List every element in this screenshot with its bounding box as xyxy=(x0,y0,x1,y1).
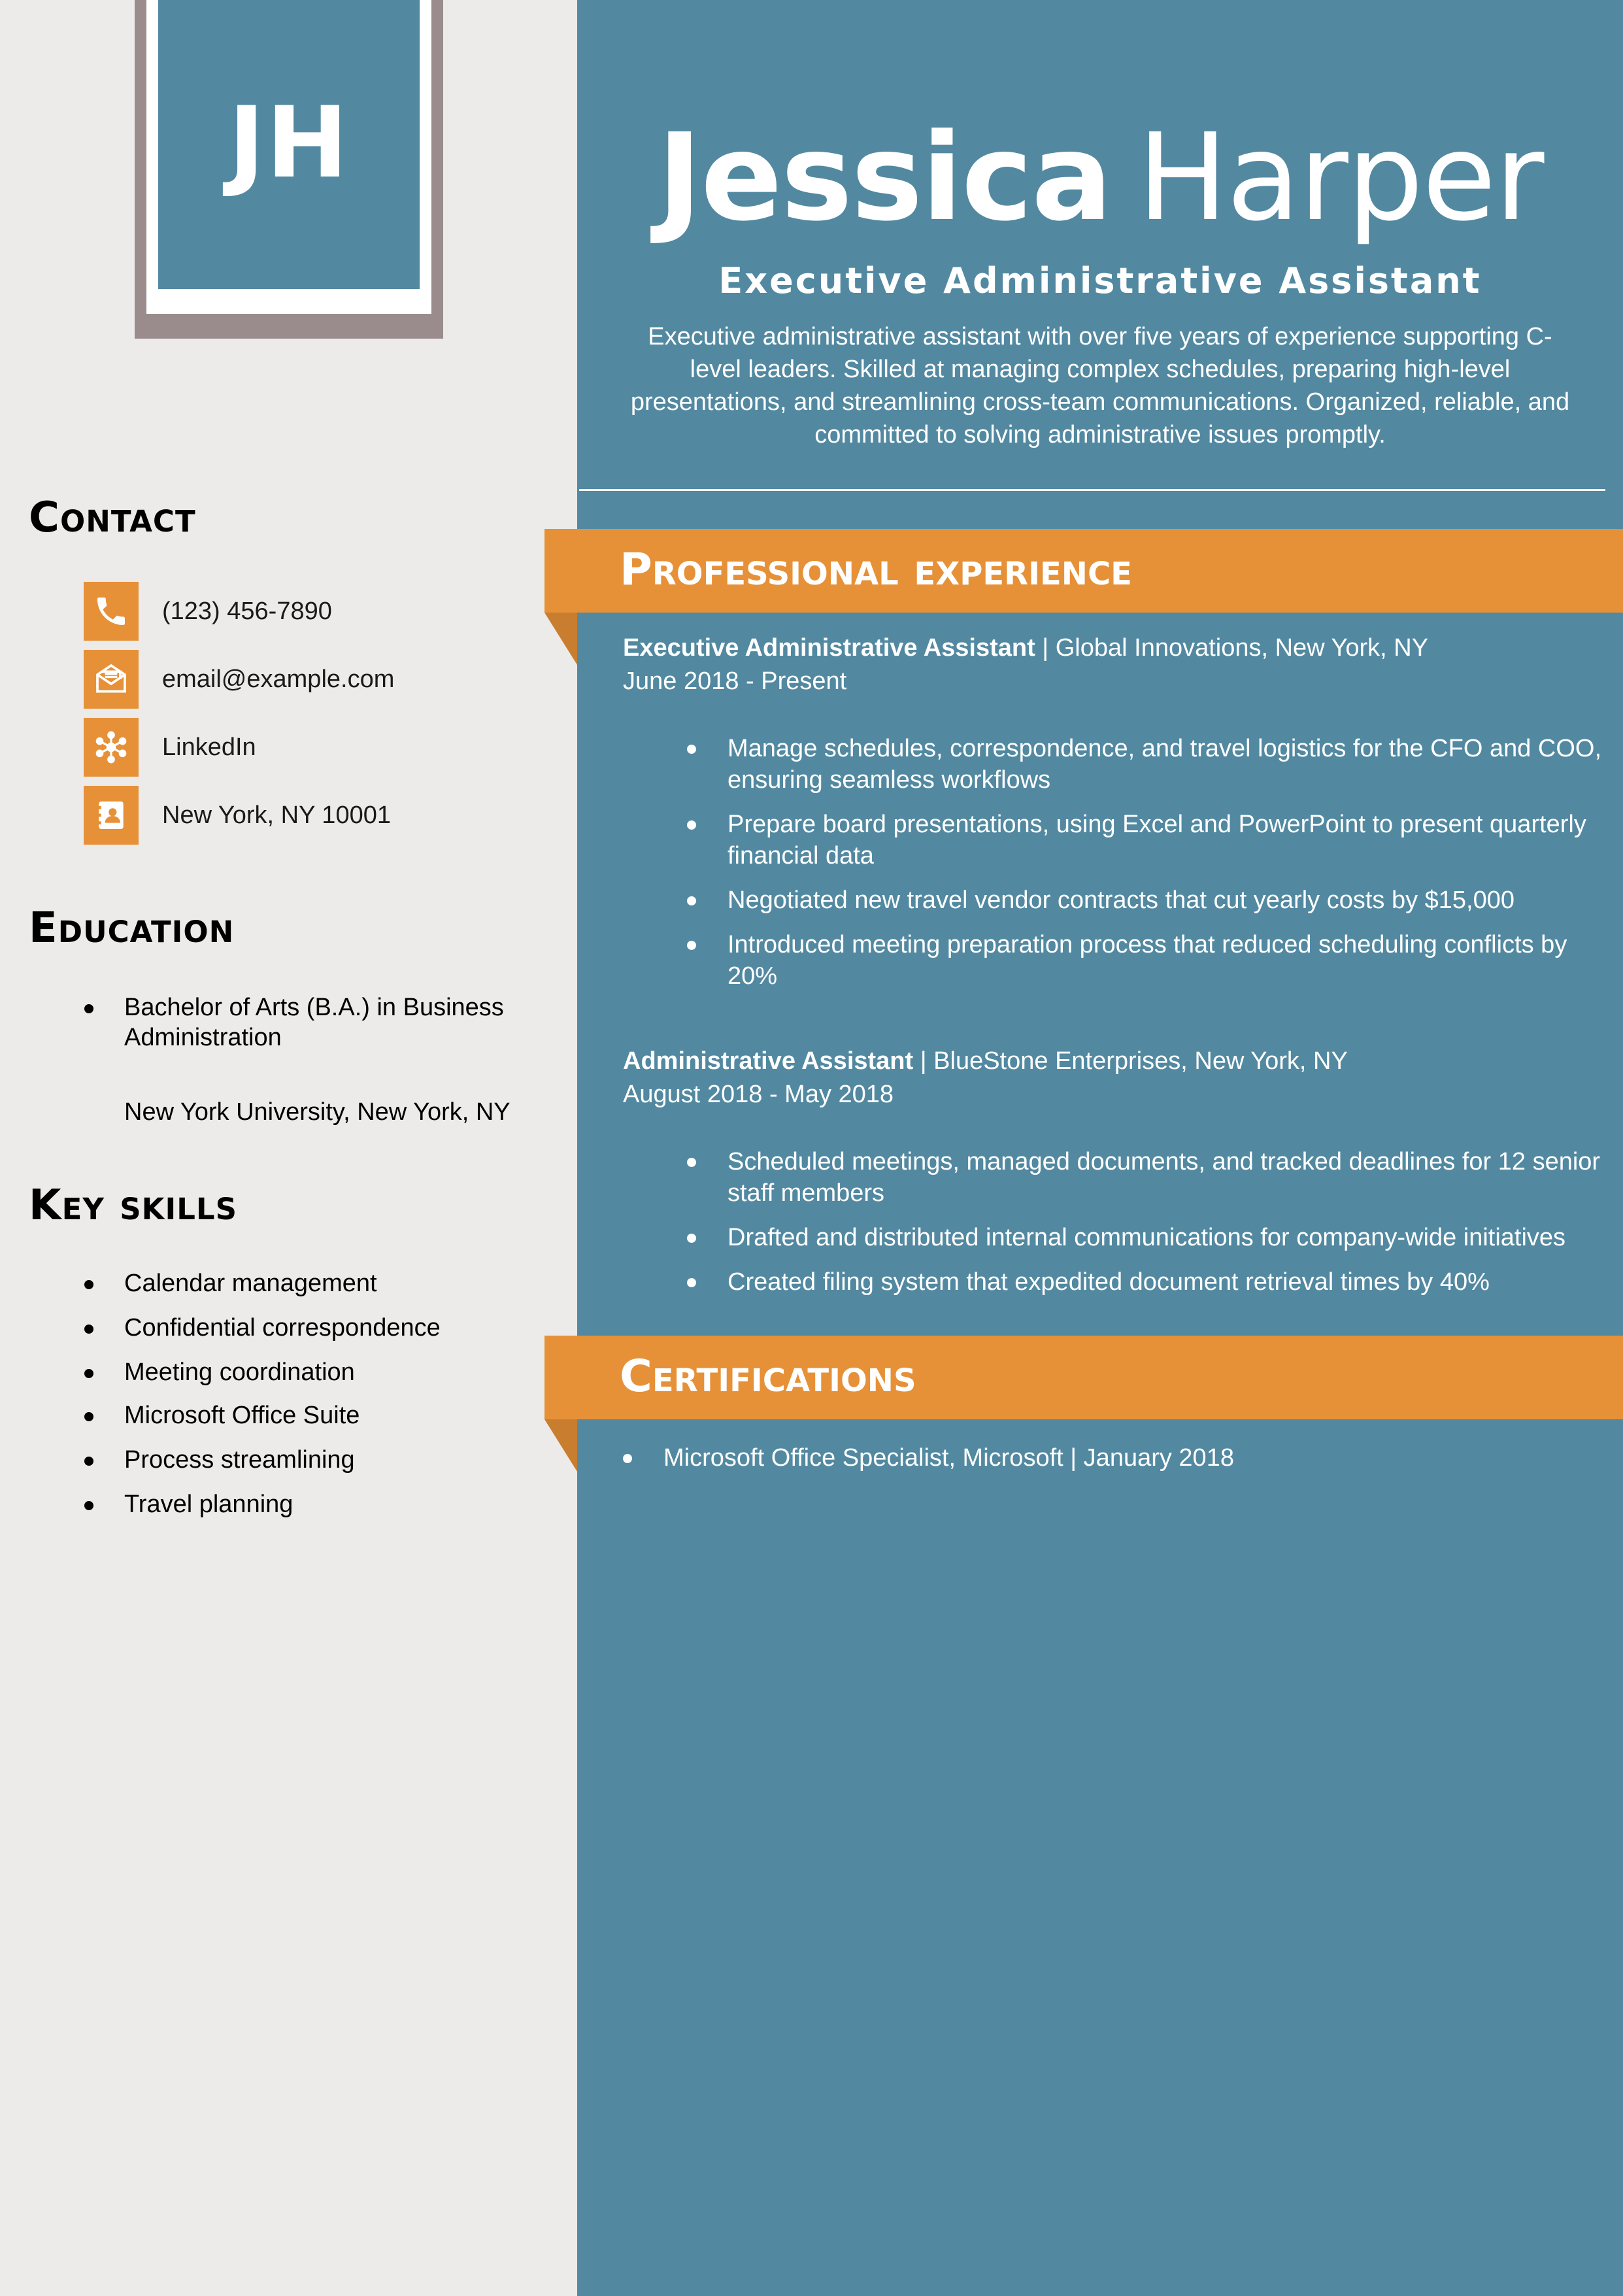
job-1-bullet: Manage schedules, correspondence, and travel logistics for the CFO and COO, ensuring seamless workflows xyxy=(623,733,1610,796)
certifications-banner-fold xyxy=(544,1419,577,1472)
phone-icon xyxy=(84,582,139,641)
skill-item: Confidential correspondence xyxy=(0,1313,577,1343)
email-address[interactable]: email@example.com xyxy=(162,665,395,693)
summary: Executive administrative assistant with over five years of experience supporting C-level leaders. Skilled at managing complex schedules, preparing high-level presentations, and streamlining cross-team communications. Organized, reliable, and committed to solving administrative issues promptly. xyxy=(630,323,1570,448)
job-2-company: | BlueStone Enterprises, New York, NY xyxy=(913,1047,1348,1075)
monogram-box xyxy=(158,0,420,289)
job-1-role: Executive Administrative Assistant xyxy=(623,634,1035,662)
experience-banner-fold xyxy=(544,613,577,665)
certifications-heading: Certifications xyxy=(620,1351,916,1402)
education-list xyxy=(0,992,577,1053)
job-2-role: Administrative Assistant xyxy=(623,1047,914,1075)
job-2-bullet: Drafted and distributed internal communications for company-wide initiatives xyxy=(623,1222,1610,1253)
linkedin-link[interactable]: LinkedIn xyxy=(162,733,256,761)
job-1-company: | Global Innovations, New York, NY xyxy=(1035,634,1429,662)
certification-item: Microsoft Office Specialist, Microsoft | January 2018 xyxy=(623,1442,1603,1474)
contact-heading: Contact xyxy=(29,494,196,542)
job-2-dates: August 2018 - May 2018 xyxy=(623,1081,894,1108)
address: New York, NY 10001 xyxy=(162,801,391,829)
contact-email xyxy=(84,650,394,709)
phone-number: (123) 456-7890 xyxy=(162,597,332,625)
job-title: Executive Administrative Assistant xyxy=(718,260,1482,301)
skill-item: Calendar management xyxy=(0,1268,577,1298)
job-2-title-line xyxy=(623,1045,1348,1077)
school: New York University, New York, NY xyxy=(124,1098,510,1126)
degree: Bachelor of Arts (B.A.) in Business Administration xyxy=(0,992,577,1053)
email-icon xyxy=(84,650,139,709)
skills-list xyxy=(0,1268,577,1519)
last-name: Harper xyxy=(1137,108,1543,248)
sidebar xyxy=(0,0,577,2296)
address-icon xyxy=(84,786,139,845)
skill-item: Travel planning xyxy=(0,1489,577,1519)
job-2-bullet: Scheduled meetings, managed documents, and tracked deadlines for 12 senior staff members xyxy=(623,1146,1610,1209)
job-2-bullets xyxy=(623,1146,1610,1298)
job-2-bullet: Created filing system that expedited document retrieval times by 40% xyxy=(623,1266,1610,1298)
certifications-banner xyxy=(544,1336,1623,1419)
monogram: JH xyxy=(228,86,350,200)
candidate-name xyxy=(577,108,1623,248)
contact-address xyxy=(84,786,391,845)
experience-banner xyxy=(544,529,1623,613)
job-1-dates: June 2018 - Present xyxy=(623,667,847,695)
job-1-bullets xyxy=(623,733,1610,992)
education-heading: Education xyxy=(29,904,235,953)
contact-phone xyxy=(84,582,332,641)
experience-heading: Professional experience xyxy=(620,544,1132,596)
job-1-bullet: Negotiated new travel vendor contracts that cut yearly costs by $15,000 xyxy=(623,885,1610,916)
certifications-list xyxy=(623,1442,1603,1474)
first-name: Jessica xyxy=(657,108,1112,248)
skill-item: Microsoft Office Suite xyxy=(0,1400,577,1430)
job-1-bullet: Introduced meeting preparation process that reduced scheduling conflicts by 20% xyxy=(623,929,1610,992)
skills-heading: Key skills xyxy=(29,1181,237,1230)
monogram-border xyxy=(146,0,431,314)
skill-item: Meeting coordination xyxy=(0,1357,577,1387)
skill-item: Process streamlining xyxy=(0,1445,577,1475)
linkedin-icon xyxy=(84,718,139,777)
job-1-bullet: Prepare board presentations, using Excel and PowerPoint to present quarterly financial data xyxy=(623,809,1610,871)
monogram-frame xyxy=(135,0,443,339)
job-1-title-line xyxy=(623,632,1428,664)
contact-linkedin xyxy=(84,718,256,777)
header-divider xyxy=(579,489,1605,491)
